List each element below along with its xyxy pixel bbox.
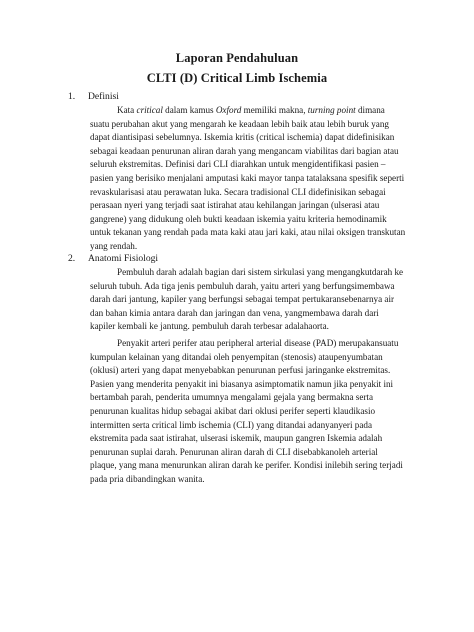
paragraph-line: (oklusi) arteri yang dapat menyebabkan penurunan perfusi jaringanke ekstremitas. <box>90 365 391 376</box>
paragraph-line: Penyakit arteri perifer atau peripheral arterial disease (PAD) merupakansuatu <box>117 338 399 348</box>
section-heading-definisi <box>68 91 119 102</box>
section-title: Definisi <box>88 91 119 102</box>
paragraph-line: dapat diantisipasi sebelumnya. Iskemia kritis (critical ischemia) dapat didefinisikan <box>90 132 395 143</box>
paragraph-line: dan bahan kimia antara darah dan jaringan dan vena, yangmembawa darah dari <box>90 307 379 318</box>
paragraph-line: kumpulan kelainan yang ditandai oleh penyempitan (stenosis) ataupenyumbatan <box>90 351 383 362</box>
paragraph-line: yang rendah. <box>90 240 138 251</box>
section-number: 1. <box>68 91 76 102</box>
document-subtitle: CLTI (D) Critical Limb Ischemia <box>146 71 328 85</box>
section-heading-anatomi-fisiologi <box>68 253 158 264</box>
paragraph-pad <box>90 337 424 487</box>
paragraph-line: bertambah parah, penderita umumnya mengalami gejala yang bermakna serta <box>90 392 374 403</box>
paragraph-line: gangrene) yang didukung oleh bukti keadaan iskemia yaitu kriteria hemodinamik <box>90 213 387 224</box>
paragraph-pembuluh-darah <box>90 266 424 334</box>
italic-term: critical <box>136 105 163 115</box>
paragraph-line: penurunan kualitas hidup sebagai akibat dari oklusi perifer seperti klaudikasio <box>90 405 376 416</box>
paragraph-line: pasien yang berisiko menjalani amputasi kaki mayor tanpa tatalaksana spesifik seperti <box>90 172 405 183</box>
paragraph-line: seluruh ekstremitas. Definisi dari CLI diarahkan untuk mengidentifikasi pasien – <box>90 159 386 170</box>
document-title: Laporan Pendahuluan <box>175 51 299 65</box>
paragraph-line: penurunan suplai darah. Penurunan aliran darah di CLI disebabkanoleh arterial <box>90 446 378 457</box>
paragraph-line: Pasien yang menderita penyakit ini biasanya asimptomatik namun jika penyakit ini <box>90 378 394 389</box>
paragraph-line: perasaan nyeri yang terjadi saat istirahat atau kehilangan jaringan (ulserasi atau <box>90 200 380 211</box>
paragraph-line: ekstremita pada saat istirahat, ulserasi iskemik, maupun gangren Iskemia adalah <box>90 433 383 444</box>
paragraph-line: darah dari jantung, kapiler yang berfungsi sebagai tempat pertukaransebenarnya air <box>90 294 395 305</box>
paragraph-line: pada pria dibandingkan wanita. <box>90 473 205 484</box>
paragraph-line: sebagai keadaan penurunan aliran darah yang mengancam viabilitas dari bagian atau <box>90 145 399 156</box>
paragraph-line: Pembuluh darah adalah bagian dari sistem sirkulasi yang mengangkutdarah ke <box>117 267 404 277</box>
paragraph-line: untuk tekanan yang rendah pada mata kaki atau jari kaki, atau nilai oksigen transkutan <box>90 227 406 238</box>
paragraph-line: revaskularisasi atau perawatan luka. Secara tradisional CLI didefinisikan sebagai <box>90 186 386 197</box>
section-number: 2. <box>68 253 76 264</box>
italic-term: Oxford <box>215 105 242 115</box>
paragraph-line: plaque, yang mana menurunkan aliran darah ke perifer. Kondisi inilebih sering terjadi <box>90 460 403 471</box>
paragraph-line: intermitten serta critical limb ischemia (CLI) yang ditandai adanyanyeri pada <box>90 419 373 430</box>
italic-term: turning point <box>307 105 356 115</box>
paragraph-definisi <box>90 104 424 254</box>
paragraph-line: kapiler kembali ke jantung. pembuluh darah terbesar adalahaorta. <box>90 321 329 332</box>
paragraph-line: seluruh tubuh. Ada tiga jenis pembuluh darah, yaitu arteri yang berfungsimembawa <box>90 280 395 291</box>
paragraph-line: Kata critical dalam kamus Oxford memiliki makna, turning point dimana <box>117 105 385 115</box>
section-title: Anatomi Fisiologi <box>88 253 159 264</box>
paragraph-line: suatu perubahan akut yang mengarah ke keadaan lebih baik atau lebih buruk yang <box>90 118 389 129</box>
